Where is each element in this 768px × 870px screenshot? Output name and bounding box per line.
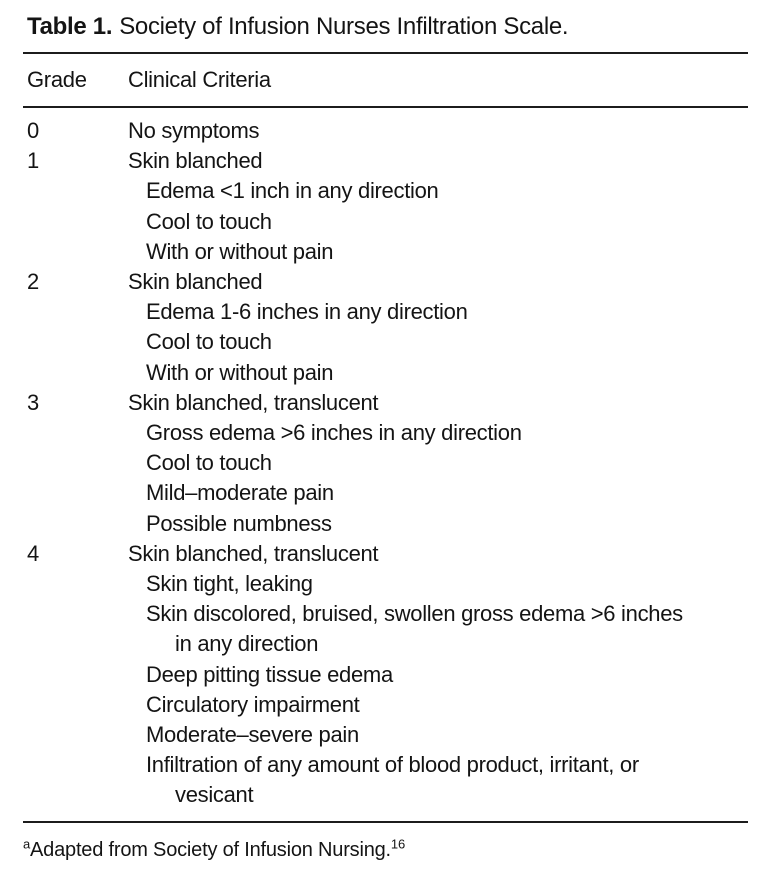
table-row bbox=[27, 539, 768, 811]
criteria-line: Gross edema >6 inches in any direction bbox=[146, 420, 522, 446]
criteria-cell bbox=[128, 116, 768, 146]
table-row bbox=[27, 146, 768, 267]
criteria-line: Skin blanched bbox=[128, 148, 263, 174]
criteria-line: Edema <1 inch in any direction bbox=[146, 178, 439, 204]
criteria-line: No symptoms bbox=[128, 118, 260, 143]
footnote-text: Adapted from Society of Infusion Nursing. bbox=[30, 838, 391, 861]
bottom-rule bbox=[23, 821, 748, 823]
criteria-cell bbox=[128, 388, 768, 539]
footnote-reference-number: 16 bbox=[390, 836, 405, 852]
criteria-line: With or without pain bbox=[146, 359, 334, 385]
criteria-line: Possible numbness bbox=[146, 510, 332, 536]
criteria-line: Moderate–severe pain bbox=[146, 722, 359, 748]
criteria-line: Cool to touch bbox=[146, 450, 272, 476]
criteria-line: Edema 1-6 inches in any direction bbox=[146, 299, 468, 325]
footnote-marker: a bbox=[23, 836, 31, 852]
criteria-line: Skin blanched, translucent bbox=[128, 540, 379, 566]
table-footnote bbox=[23, 838, 748, 862]
criteria-line: Skin discolored, bruised, swollen gross edema >6 inches bbox=[146, 601, 683, 627]
criteria-line: Skin blanched bbox=[128, 269, 263, 295]
table-row bbox=[27, 388, 768, 539]
table-number-label: Table 1. bbox=[27, 13, 113, 40]
table-title bbox=[27, 13, 748, 40]
criteria-line: Circulatory impairment bbox=[146, 691, 360, 717]
criteria-line: Skin blanched, translucent bbox=[128, 389, 379, 415]
criteria-line: Cool to touch bbox=[146, 208, 272, 234]
table-body bbox=[27, 108, 768, 821]
criteria-line: vesicant bbox=[175, 782, 254, 808]
table-caption: Society of Infusion Nurses Infiltration Scale. bbox=[119, 13, 569, 40]
criteria-line: Infiltration of any amount of blood product, irritant, or bbox=[146, 752, 639, 778]
grade-cell: 0 bbox=[27, 118, 39, 143]
table-row bbox=[27, 267, 768, 388]
column-header-clinical-criteria: Clinical Criteria bbox=[128, 67, 271, 92]
criteria-line: Deep pitting tissue edema bbox=[146, 661, 393, 687]
criteria-line: Cool to touch bbox=[146, 329, 272, 355]
grade-cell: 2 bbox=[27, 269, 39, 295]
criteria-line: in any direction bbox=[175, 631, 319, 657]
criteria-cell bbox=[128, 539, 768, 811]
table-row bbox=[27, 116, 768, 146]
table-header-row bbox=[27, 54, 768, 106]
grade-cell: 1 bbox=[27, 148, 39, 174]
grade-cell: 3 bbox=[27, 389, 39, 415]
grade-cell: 4 bbox=[27, 540, 39, 566]
criteria-cell bbox=[128, 146, 768, 267]
criteria-cell bbox=[128, 267, 768, 388]
column-header-grade: Grade bbox=[27, 67, 87, 92]
criteria-line: Mild–moderate pain bbox=[146, 480, 334, 506]
criteria-line: With or without pain bbox=[146, 238, 334, 264]
criteria-line: Skin tight, leaking bbox=[146, 571, 313, 597]
